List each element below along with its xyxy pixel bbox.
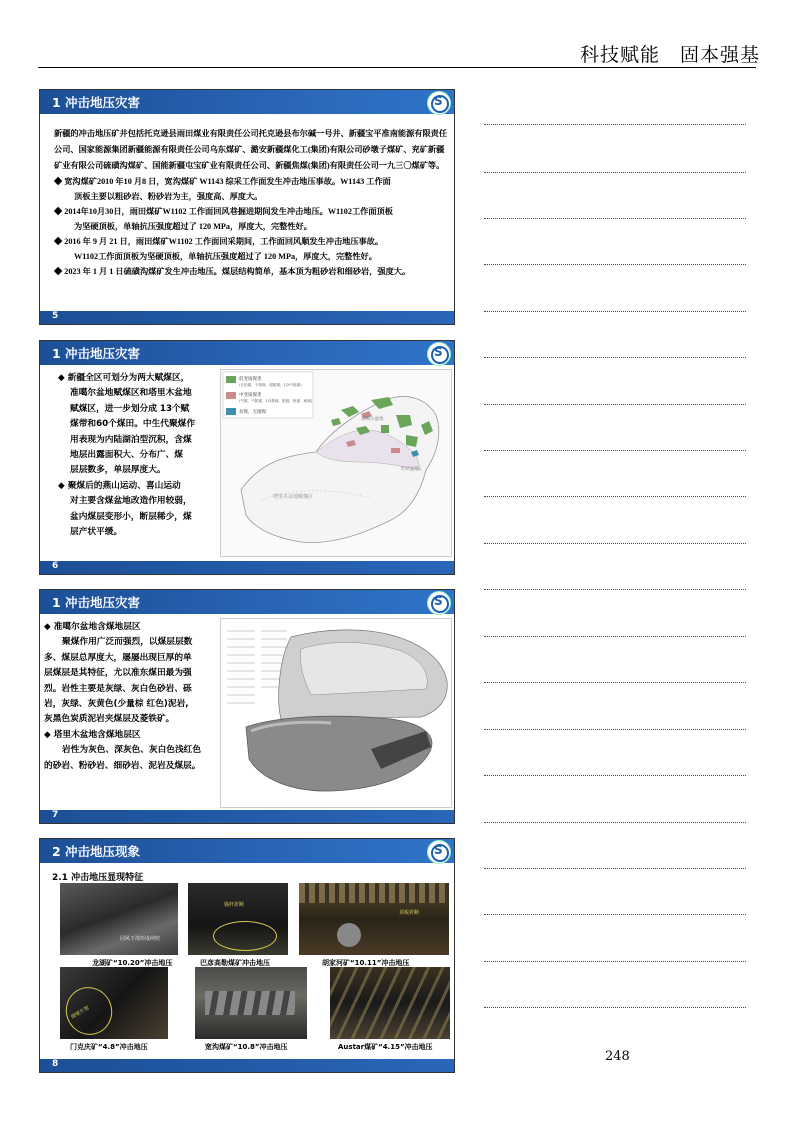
slide-number: 7: [52, 810, 59, 820]
pipe: [337, 923, 361, 947]
text-line: 的砂岩、粉砂岩、细砂岩、泥岩及煤层。: [44, 760, 201, 771]
text-line: 灰黑色炭质泥岩夹煤层及菱铁矿。: [44, 714, 175, 725]
strata-map-graphic: [221, 619, 451, 807]
note-line: [484, 264, 746, 265]
slide-3: [39, 589, 455, 824]
photo-bayangaole: [188, 883, 288, 955]
slide-2: [39, 340, 455, 575]
slide-number: 6: [52, 561, 59, 571]
caption: Austar煤矿“4.15”冲击地压: [338, 1043, 433, 1051]
caption: 宽沟煤矿“10.8”冲击地压: [205, 1043, 288, 1051]
header-rule: [38, 67, 756, 68]
roof-support: [330, 967, 450, 1039]
note-line: [484, 822, 746, 823]
text-line: 准噶尔盆地赋煤区和塔里木盆地: [70, 388, 192, 399]
note-line: [484, 172, 746, 173]
note-line: [484, 961, 746, 962]
slide-title-bar: [40, 839, 454, 863]
legend-low: 低变质煤类: [239, 377, 262, 382]
slide-1: [39, 89, 455, 325]
slide-subtitle: 2.1 冲击地压显现特征: [52, 873, 144, 883]
bullet-1: [54, 174, 450, 204]
slide-4: [39, 838, 455, 1073]
logo-icon: [427, 591, 451, 615]
slide-number: 5: [52, 311, 59, 321]
photo-kuangou: [195, 967, 307, 1039]
text-line: 煤带和60个煤田。中生代聚煤作: [70, 419, 196, 430]
legend-high: 贫煤、无烟煤: [239, 410, 266, 415]
note-line: [484, 311, 746, 312]
legend-swatch-high: [226, 408, 236, 415]
photo-label: 回风下部形成网兜: [120, 936, 161, 942]
slide-title: 1 冲击地压灾害: [52, 595, 141, 610]
slide-number: 8: [52, 1059, 59, 1069]
caption: 巴彦高勒煤矿冲击地压: [200, 959, 270, 967]
section-heading: ◆ 准噶尔盆地含煤地层区: [44, 622, 141, 632]
text-line: 地层出露面积大、分布广、煤: [70, 450, 183, 461]
logo-icon: [427, 840, 451, 864]
slide-footer: [40, 311, 454, 324]
note-line: [484, 914, 746, 915]
note-line: [484, 729, 746, 730]
photo-menkeqing: [60, 967, 168, 1039]
text-line: 聚煤作用广泛而强烈，以煤层层数: [62, 637, 193, 648]
legend-mid: 中变质煤类: [239, 393, 262, 398]
slide-title: 1 冲击地压灾害: [52, 95, 141, 110]
note-line: [484, 1007, 746, 1008]
photo-label: 顶板折断: [399, 910, 420, 916]
slide-title-bar: [40, 341, 454, 365]
note-line: [484, 589, 746, 590]
slide-body: [54, 126, 450, 279]
map-legend-list: [227, 631, 287, 703]
map-label-tuha: 吐哈盆地: [401, 467, 419, 472]
legend-low-desc: (长焰煤、不黏煤、弱黏煤、1/2中黏煤): [239, 383, 302, 387]
note-line: [484, 124, 746, 125]
note-line: [484, 543, 746, 544]
note-line: [484, 636, 746, 637]
bullet-4: ◆ 2023 年 1 月 1 日硫磺沟煤矿发生冲击地压。煤层结构简单，基本顶为粗砂岩和细砂岩，强度大。: [54, 267, 411, 276]
text-line: 岩，灰绿、灰黄色(少量棕 红色)泥岩,: [44, 699, 189, 710]
text-line: ◆ 聚煤后的燕山运动、喜山运动: [58, 480, 181, 491]
text-line: 层产状平缓。: [70, 527, 123, 538]
legend-swatch-low: [226, 376, 236, 383]
slide-footer: [40, 561, 454, 574]
caption: 胡家河矿“10.11”冲击地压: [322, 959, 410, 967]
text-line: 层层数多，单层厚度大。: [70, 465, 166, 476]
note-line: [484, 682, 746, 683]
photo-label: 锚杆折断: [224, 902, 245, 908]
bullet-2: [54, 204, 450, 234]
note-line: [484, 775, 746, 776]
page-header-title: 科技赋能 固本强基: [579, 44, 760, 66]
bullet-text: 顶板主要以粗砂岩、粉砂岩为主，强度高、厚度大。: [74, 192, 263, 201]
note-line: [484, 450, 746, 451]
logo-icon: [427, 342, 451, 366]
map-graphic: [221, 370, 451, 556]
photo-longhu: [60, 883, 178, 955]
bullet-text: ◆ 2014年10月30日，雨田煤矿W1102 工作面回风巷掘进期间发生冲击地压。W1102工作面顶板: [54, 207, 393, 216]
slide-footer: [40, 810, 454, 823]
slide-title-bar: [40, 590, 454, 614]
slide-body: [44, 620, 216, 774]
coal-region-map: [220, 369, 452, 557]
page-number: 248: [605, 1049, 630, 1064]
note-line: [484, 868, 746, 869]
slide-footer: [40, 1059, 454, 1072]
note-line: [484, 357, 746, 358]
caption: 门克庆矿“4.8”冲击地压: [70, 1043, 148, 1051]
photo-hujiahe: [299, 883, 449, 955]
slide-title: 1 冲击地压灾害: [52, 346, 141, 361]
slide-title-bar: [40, 90, 454, 114]
highlight-ellipse: [213, 921, 277, 951]
equipment: [205, 991, 295, 1015]
text-line: 岩性为灰色、深灰色、灰白色浅红色: [62, 745, 201, 756]
legend-swatch-mid: [226, 392, 236, 399]
bullet-text: 为坚硬顶板，单轴抗压强度超过了 120 MPa，厚度大，完整性好。: [74, 222, 312, 231]
intro-paragraph: 新疆的冲击地压矿井包括托克逊县雨田煤业有限责任公司托克逊县布尔碱一号井、新疆宝平准南能源有限责任公司、国家能源集团新疆能源有限责任公司乌东煤矿、潞安新疆煤化工(集团)有限公司砂墩子煤矿、兖矿新疆矿业有限公司硫磺沟煤矿、国能新疆屯宝矿业有限责任公司、新疆焦煤(集团)有限责任公司一九三〇煤矿等。: [54, 129, 448, 170]
text-line: 层煤层是其特征，尤以准东煤田最为强: [44, 668, 192, 679]
text-line: 烈。岩性主要是灰绿、灰白色砂岩、砾: [44, 683, 192, 694]
bullet-3: [54, 234, 450, 264]
logo-icon: [427, 91, 451, 115]
photo-austar: [330, 967, 450, 1039]
coal-strata-map: [220, 618, 452, 808]
bullet-text: ◆ 宽沟煤矿2010 年10 月8 日，宽沟煤矿 W1143 综采工作面发生冲击地压事故。W1143 工作面: [54, 177, 391, 186]
section-heading: ◆ 塔里木盆地含煤地层区: [44, 729, 141, 740]
roof-support: [299, 883, 449, 903]
caption: 龙湖矿“10.20”冲击地压: [92, 959, 173, 967]
text-line: ◆ 新疆全区可划分为两大赋煤区，: [58, 373, 190, 383]
bullet-text: ◆ 2016 年 9 月 21 日，雨田煤矿W1102 工作面回采期间，工作面回风顺发生冲击地压事故。: [54, 237, 384, 246]
photo-label: 煤壁片帮: [70, 1005, 91, 1021]
note-line: [484, 218, 746, 219]
note-line: [484, 496, 746, 497]
text-line: 多、煤层总厚度大，屡屡出现巨厚的单: [44, 652, 192, 663]
legend-mid-desc: (气煤、气肥煤、1/3焦煤、肥煤、焦煤、瘦煤): [239, 399, 313, 403]
text-line: 赋煤区，进一步划分成 13个赋: [70, 403, 190, 414]
text-line: 用表现为内陆湖泊型沉积，含煤: [70, 434, 192, 445]
text-line: 盆内煤层变形小，断层稀少，煤: [70, 511, 192, 522]
note-line: [484, 404, 746, 405]
text-line: 对主要含煤盆地改造作用较弱，: [70, 496, 192, 507]
bullet-text: W1102工作面顶板为坚硬顶板，单轴抗压强度超过了 120 MPa，厚度大，完整性好。: [74, 252, 377, 261]
slide-body: [48, 371, 218, 540]
map-label-tarim: 塔里木盆地赋煤区: [273, 494, 314, 500]
slide-title: 2 冲击地压现象: [52, 844, 141, 859]
map-label-junggar: 准噶尔盆地: [361, 417, 384, 422]
